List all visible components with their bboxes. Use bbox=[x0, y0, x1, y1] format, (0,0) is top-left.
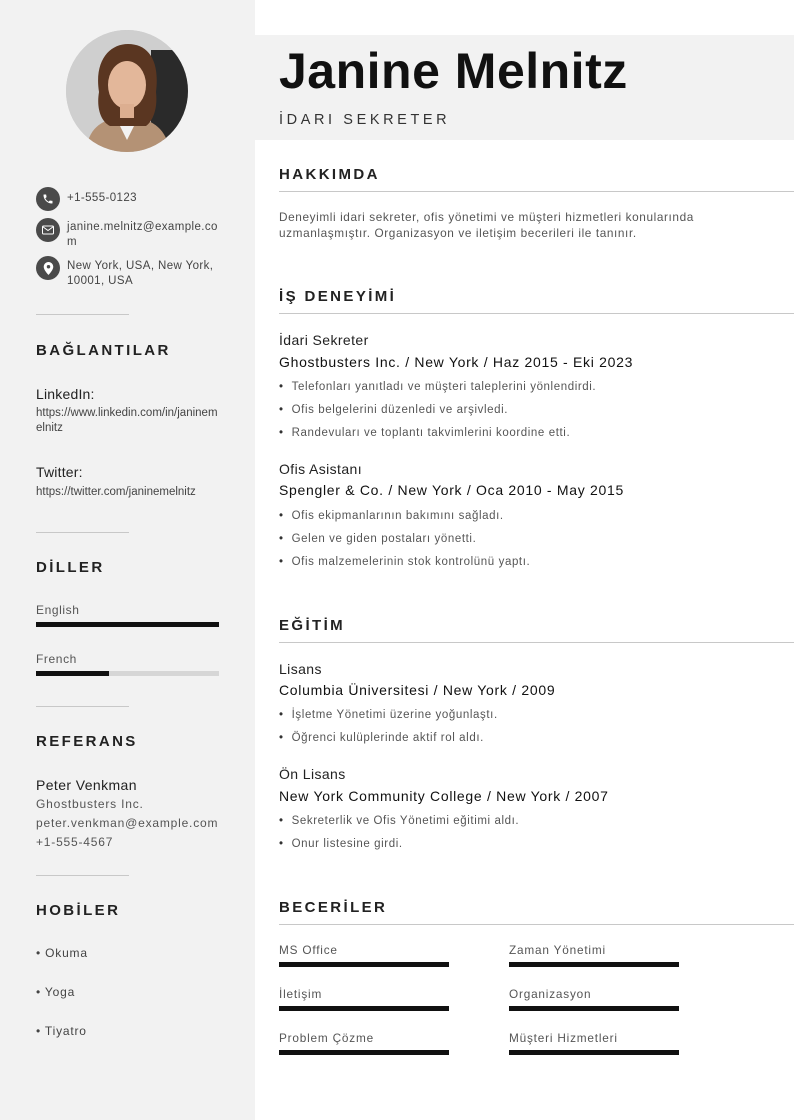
profile-photo bbox=[66, 30, 188, 152]
education-school: New York Community College / New York / 2007 bbox=[279, 788, 609, 804]
profile-photo-image bbox=[66, 30, 188, 152]
hobby-item: • Yoga bbox=[36, 985, 76, 999]
sidebar-divider bbox=[36, 875, 129, 876]
education-heading: EĞİTİM bbox=[279, 617, 346, 634]
skills-heading: BECERİLER bbox=[279, 899, 388, 916]
contact-address bbox=[36, 256, 219, 289]
contact-email[interactable] bbox=[36, 218, 219, 250]
email-text: janine.melnitz@example.com bbox=[67, 221, 218, 248]
phone-text: +1-555-0123 bbox=[67, 192, 137, 204]
education-bullet: • Onur listesine girdi. bbox=[279, 838, 403, 850]
candidate-name: Janine Melnitz bbox=[279, 43, 628, 99]
section-rule bbox=[279, 924, 794, 925]
skill-label: Problem Çözme bbox=[279, 1031, 374, 1045]
reference-company: Ghostbusters Inc. bbox=[36, 797, 144, 811]
skill-bar bbox=[509, 962, 679, 967]
education-degree: Ön Lisans bbox=[279, 766, 346, 782]
twitter-link[interactable]: https://twitter.com/janinemelnitz bbox=[36, 486, 196, 498]
skill-label: İletişim bbox=[279, 987, 323, 1001]
job-title-heading: İDARI SEKRETER bbox=[279, 112, 451, 128]
skill-bar-fill bbox=[509, 1006, 679, 1011]
main-content bbox=[255, 0, 794, 1120]
job-bullet: • Ofis malzemelerinin stok kontrolünü yaptı. bbox=[279, 556, 530, 568]
skill-label: Organizasyon bbox=[509, 987, 592, 1001]
job-title: Ofis Asistanı bbox=[279, 461, 363, 477]
linkedin-label: LinkedIn: bbox=[36, 386, 95, 402]
section-rule bbox=[279, 313, 794, 314]
education-bullet: • Sekreterlik ve Ofis Yönetimi eğitimi aldı. bbox=[279, 815, 519, 827]
mail-icon bbox=[36, 218, 60, 242]
skill-label: Müşteri Hizmetleri bbox=[509, 1031, 618, 1045]
skill-bar bbox=[279, 1050, 449, 1055]
reference-name: Peter Venkman bbox=[36, 777, 137, 793]
skill-bar-fill bbox=[279, 1050, 449, 1055]
job-company: Ghostbusters Inc. / New York / Haz 2015 - Eki 2023 bbox=[279, 354, 634, 370]
about-text: Deneyimli idari sekreter, ofis yönetimi ve müşteri hizmetleri konularında uzmanlaşmıştır. Organizasyon ve iletişim becerileri ile tanınır. bbox=[279, 210, 694, 240]
references-heading: REFERANS bbox=[36, 733, 138, 750]
experience-heading: İŞ DENEYİMİ bbox=[279, 288, 397, 305]
skill-bar-fill bbox=[509, 1050, 679, 1055]
skill-bar-fill bbox=[279, 962, 449, 967]
linkedin-link[interactable]: https://www.linkedin.com/in/janinemelnitz bbox=[36, 407, 218, 434]
reference-email[interactable]: peter.venkman@example.com bbox=[36, 816, 219, 830]
links-heading: BAĞLANTILAR bbox=[36, 342, 171, 359]
sidebar-divider bbox=[36, 532, 129, 533]
education-school: Columbia Üniversitesi / New York / 2009 bbox=[279, 682, 556, 698]
twitter-label: Twitter: bbox=[36, 464, 83, 480]
education-bullet: • İşletme Yönetimi üzerine yoğunlaştı. bbox=[279, 709, 498, 721]
education-bullet: • Öğrenci kulüplerinde aktif rol aldı. bbox=[279, 732, 484, 744]
reference-phone: +1-555-4567 bbox=[36, 835, 114, 849]
job-bullet: • Ofis ekipmanlarının bakımını sağladı. bbox=[279, 510, 504, 522]
skill-label: Zaman Yönetimi bbox=[509, 943, 606, 957]
hobby-item: • Tiyatro bbox=[36, 1024, 87, 1038]
language-bar-fill bbox=[36, 622, 219, 627]
skill-bar bbox=[279, 962, 449, 967]
hobby-item: • Okuma bbox=[36, 946, 88, 960]
sidebar-divider bbox=[36, 706, 129, 707]
skill-bar-fill bbox=[509, 962, 679, 967]
job-company: Spengler & Co. / New York / Oca 2010 - May 2015 bbox=[279, 482, 624, 498]
education-degree: Lisans bbox=[279, 661, 322, 677]
language-label-english: English bbox=[36, 603, 80, 617]
address-text: New York, USA, New York, 10001, USA bbox=[67, 260, 214, 287]
language-label-french: French bbox=[36, 652, 77, 666]
contact-phone[interactable] bbox=[36, 187, 219, 211]
job-title: İdari Sekreter bbox=[279, 332, 369, 348]
skill-bar bbox=[509, 1006, 679, 1011]
job-bullet: • Telefonları yanıtladı ve müşteri taleplerini yönlendirdi. bbox=[279, 381, 596, 393]
skill-label: MS Office bbox=[279, 943, 338, 957]
map-pin-icon bbox=[36, 256, 60, 280]
sidebar bbox=[0, 0, 255, 1120]
section-rule bbox=[279, 191, 794, 192]
language-bar-fill bbox=[36, 671, 109, 676]
about-heading: HAKKIMDA bbox=[279, 166, 380, 183]
section-rule bbox=[279, 642, 794, 643]
hobbies-heading: HOBİLER bbox=[36, 902, 121, 919]
sidebar-divider bbox=[36, 314, 129, 315]
skill-bar bbox=[279, 1006, 449, 1011]
languages-heading: DİLLER bbox=[36, 559, 105, 576]
skill-bar bbox=[509, 1050, 679, 1055]
job-bullet: • Randevuları ve toplantı takvimlerini koordine etti. bbox=[279, 427, 570, 439]
phone-icon bbox=[36, 187, 60, 211]
job-bullet: • Ofis belgelerini düzenledi ve arşivledi. bbox=[279, 404, 508, 416]
language-bar-english bbox=[36, 622, 219, 627]
job-bullet: • Gelen ve giden postaları yönetti. bbox=[279, 533, 476, 545]
skill-bar-fill bbox=[279, 1006, 449, 1011]
language-bar-french bbox=[36, 671, 219, 676]
